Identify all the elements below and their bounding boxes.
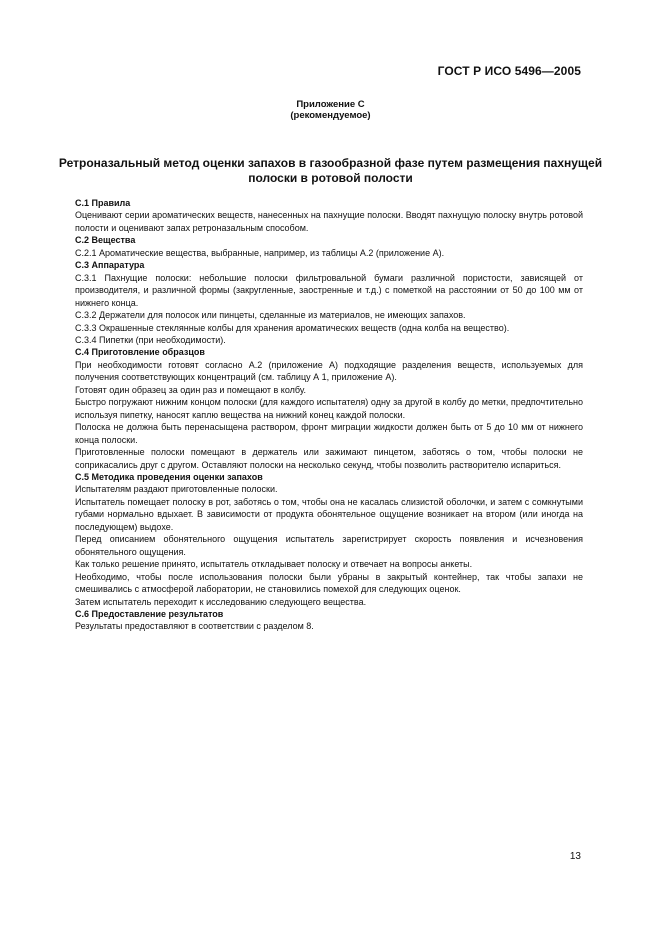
paragraph: С.3.3 Окрашенные стеклянные колбы для хранения ароматических веществ (одна колба на вещество). (75, 322, 510, 333)
section-heading-c1: С.1 Правила (75, 198, 131, 208)
standard-header: ГОСТ Р ИСО 5496—2005 (437, 64, 581, 78)
appendix-status: (рекомендуемое) (290, 110, 371, 121)
page-number: 13 (569, 851, 581, 862)
section-heading-c6: С.6 Предоставление результатов (75, 608, 224, 619)
paragraph: С.3.2 Держатели для полосок или пинцеты, сделанные из материалов, не имеющих запахов. (75, 310, 466, 321)
paragraph: Оценивают серии ароматических веществ, нанесенных на пахнущие полоски. Вводят пахнущую полоску внутрь ротовой полости и оценивают запах ретроназальным способом. (75, 210, 583, 233)
paragraph: Готовят один образец за один раз и помещают в колбу. (75, 384, 306, 395)
document-body (75, 197, 583, 633)
document-title: Ретроназальный метод оценки запахов в газообразной фазе путем размещения пахнущей полоски в ротовой полости (58, 156, 603, 185)
section-heading-c3: С.3 Аппаратура (75, 260, 145, 271)
paragraph: Как только решение принято, испытатель откладывает полоску и отвечает на вопросы анкеты. (75, 559, 473, 570)
paragraph: С.3.4 Пипетки (при необходимости). (75, 334, 226, 345)
paragraph: Испытатель помещает полоску в рот, заботясь о том, чтобы она не касалась слизистой оболочки, и затем с сомкнутыми губами нормально вдыхает. В зависимости от продукта обонятельное ощущение возникает на втором (или иногда на последующем) выдохе. (75, 496, 583, 532)
paragraph: С.3.1 Пахнущие полоски: небольшие полоски фильтровальной бумаги различной пористости, зависящей от производителя, и различной формы (закругленные, заостренные и т.д.) с пометкой на расстоянии от 50 до 100 мм от нижнего конца. (75, 272, 583, 308)
appendix-label: Приложение С (296, 99, 365, 110)
section-heading-c2: С.2 Вещества (75, 235, 136, 246)
paragraph: Затем испытатель переходит к исследованию следующего вещества. (75, 596, 367, 607)
appendix-heading (0, 99, 661, 121)
paragraph: Перед описанием обонятельного ощущения испытатель зарегистрирует скорость появления и исчезновения обонятельного ощущения. (75, 534, 583, 557)
paragraph: Результаты предоставляют в соответствии с разделом 8. (75, 621, 314, 632)
paragraph: Полоска не должна быть перенасыщена раствором, фронт миграции жидкости должен быть от 5 до 10 мм от нижнего конца полоски. (75, 422, 583, 445)
paragraph: Быстро погружают нижним концом полоски (для каждого испытателя) одну за другой в колбу до метки, предпочтительно используя пипетку, наносят каплю вещества на нижний конец каждой полоски. (75, 397, 583, 420)
paragraph: Испытателям раздают приготовленные полоски. (75, 484, 278, 495)
paragraph: Необходимо, чтобы после использования полоски были убраны в закрытый контейнер, так чтобы запахи не смешивались с атмосферой лаборатории, не становились помехой для следующих оценок. (75, 571, 583, 595)
paragraph: Приготовленные полоски помещают в держатель или зажимают пинцетом, заботясь о том, чтобы полоски не соприкасались друг с другом. Оставляют полоски на несколько секунд, чтобы позволить растворителю испариться. (75, 447, 583, 470)
section-heading-c4: С.4 Приготовление образцов (75, 347, 205, 358)
paragraph: При необходимости готовят согласно А.2 (приложение А) подходящие разделения веществ, используемых для получения соответствующих концентраций (см. таблицу А 1, приложение А). (75, 359, 583, 383)
paragraph: С.2.1 Ароматические вещества, выбранные, например, из таблицы А.2 (приложение А). (75, 247, 445, 258)
section-heading-c5: С.5 Методика проведения оценки запахов (75, 471, 263, 482)
